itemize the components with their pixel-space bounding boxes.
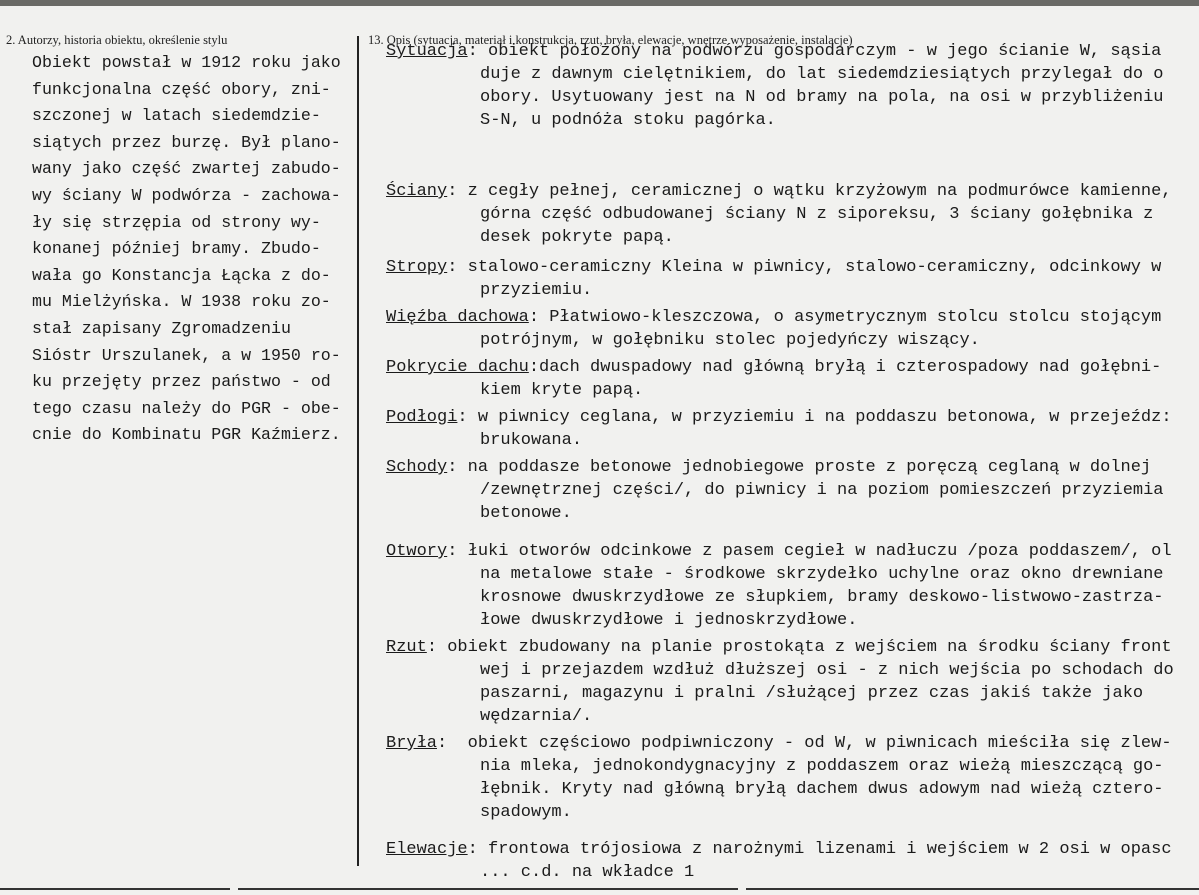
section-label: Pokrycie dachu — [386, 358, 529, 377]
section-otwory — [386, 540, 1172, 632]
section-label: Elewacje — [386, 840, 468, 859]
section-ściany — [386, 180, 1172, 249]
section-first-line — [386, 356, 1161, 379]
section-continuation-line: przyziemiu. — [480, 281, 593, 300]
section-text: : stalowo-ceramiczny Kleina w piwnicy, stalowo-ceramiczny, odcinkowy w — [447, 258, 1162, 277]
section-text: : na poddasze betonowe jednobiegowe proste z poręczą ceglaną w dolnej — [447, 458, 1152, 477]
section-continuation-line: górna część odbudowanej ściany N z siporeksu, 3 ściany gołębnika z — [480, 205, 1154, 224]
section-rzut — [386, 636, 1174, 728]
section-first-line — [386, 180, 1172, 203]
history-line: Sióstr Urszulanek, a w 1950 ro- — [32, 345, 341, 365]
section-continuation-line: paszarni, magazynu i pralni /służącej przez czas jakiś także jako — [480, 684, 1144, 703]
section-label: Otwory — [386, 542, 448, 561]
section-label: Podłogi — [386, 408, 458, 427]
history-line: cnie do Kombinatu PGR Kaźmierz. — [32, 425, 341, 445]
section-text: :dach dwuspadowy nad główną bryłą i czterospadowy nad gołębni- — [528, 358, 1162, 377]
section-podłogi — [386, 406, 1172, 452]
history-line: konanej później bramy. Zbudo- — [32, 239, 321, 259]
history-line: szczonej w latach siedemdzie- — [32, 106, 321, 126]
section-continuation-line: betonowe. — [480, 504, 572, 523]
history-line: funkcjonalna część obory, zni- — [32, 79, 331, 99]
section-continuation-line: na metalowe stałe - środkowe skrzydełko uchylne oraz okno drewniane — [480, 565, 1164, 584]
section-continuation-line: ... c.d. na wkładce 1 — [480, 863, 695, 882]
section-continuation-line: kiem kryte papą. — [480, 381, 644, 400]
section-text: : Płatwiowo-kleszczowa, o asymetrycznym stolcu stolcu stojącym — [528, 308, 1162, 327]
history-line: wała go Konstancja Łącka z do- — [32, 265, 331, 285]
section-continuation-line: łębnik. Kryty nad główną bryłą dachem dwus adowym nad wieżą cztero- — [480, 780, 1164, 799]
section-label: Rzut — [386, 638, 427, 657]
section-first-line — [386, 40, 1164, 63]
section-label: Stropy — [386, 258, 448, 277]
scan-top-edge — [0, 0, 1199, 6]
history-line: mu Mielżyńska. W 1938 roku zo- — [32, 292, 331, 312]
history-line: ły się strzępia od strony wy- — [32, 212, 321, 232]
section-first-line — [386, 636, 1174, 659]
section-stropy — [386, 256, 1161, 302]
section-first-line — [386, 256, 1161, 279]
section-continuation-line: S-N, u podnóża stoku pagórka. — [480, 111, 776, 130]
section-label: Więźba dachowa — [386, 308, 529, 327]
section-continuation-line: potrójnym, w gołębniku stolec pojedyńczy wiszący. — [480, 331, 980, 350]
section-continuation-line: łowe dwuskrzydłowe i jednoskrzydłowe. — [480, 611, 858, 630]
section-continuation-line: wędzarnia/. — [480, 707, 593, 726]
bottom-rule — [0, 888, 230, 890]
history-line: Obiekt powstał w 1912 roku jako — [32, 53, 341, 72]
section-text: : obiekt położony na podwórzu gospodarczym - w jego ścianie W, sąsia — [467, 42, 1162, 61]
bottom-rule — [746, 888, 1199, 890]
section-first-line — [386, 456, 1164, 479]
right-column-header: 13. Opis (sytuacja, materiał i konstrukcja, rzut, bryła, elewacje, wnętrze wyposażenie, instalacje) — [368, 33, 853, 47]
section-więźba-dachowa — [386, 306, 1161, 352]
section-first-line — [386, 306, 1161, 329]
history-text — [32, 50, 341, 449]
section-label: Bryła — [386, 734, 438, 753]
section-first-line — [386, 838, 1172, 861]
section-continuation-line: desek pokryte papą. — [480, 228, 674, 247]
section-continuation-line: duje z dawnym cielętnikiem, do lat siedemdziesiątych przylegał do o — [480, 65, 1164, 84]
section-label: Sytuacja — [386, 42, 468, 61]
section-schody — [386, 456, 1164, 525]
left-column-header: 2. Autorzy, historia obiektu, określenie stylu — [6, 33, 228, 47]
section-first-line — [386, 732, 1172, 755]
section-continuation-line: nia mleka, jednokondygnacyjny z poddaszem oraz wieżą mieszczącą go- — [480, 757, 1164, 776]
history-line: ku przejęty przez państwo - od — [32, 372, 331, 392]
history-line: wy ściany W podwórza - zachowa- — [32, 185, 341, 205]
section-text: : łuki otworów odcinkowe z pasem cegieł w nadłuczu /poza poddaszem/, ol — [447, 542, 1172, 561]
history-line: wany jako część zwartej zabudo- — [32, 159, 341, 179]
section-continuation-line: wej i przejazdem wzdłuż dłuższej osi - z nich wejścia po schodach do — [480, 661, 1174, 680]
section-elewacje — [386, 838, 1172, 884]
section-pokrycie-dachu — [386, 356, 1161, 402]
section-continuation-line: spadowym. — [480, 803, 572, 822]
section-continuation-line: /zewnętrznej części/, do piwnicy i na poziom pomieszczeń przyziemia — [480, 481, 1164, 500]
section-continuation-line: krosnowe dwuskrzydłowe ze słupkiem, bramy deskowo-listwowo-zastrza- — [480, 588, 1164, 607]
section-first-line — [386, 540, 1172, 563]
section-sytuacja — [386, 40, 1164, 132]
section-label: Schody — [386, 458, 448, 477]
section-text: : obiekt zbudowany na planie prostokąta z wejściem na środku ściany front — [426, 638, 1172, 657]
column-divider — [357, 36, 359, 866]
section-text: : w piwnicy ceglana, w przyziemiu i na poddaszu betonowa, w przejeźdz: — [457, 408, 1172, 427]
section-bryła — [386, 732, 1172, 824]
section-text: : obiekt częściowo podpiwniczony - od W, w piwnicach mieściła się zlew- — [437, 734, 1172, 753]
section-continuation-line: obory. Usytuowany jest na N od bramy na pola, na osi w przybliżeniu — [480, 88, 1164, 107]
section-label: Ściany — [386, 182, 448, 201]
section-text: : z cegły pełnej, ceramicznej o wątku krzyżowym na podmurówce kamienne, — [447, 182, 1172, 201]
section-first-line — [386, 406, 1172, 429]
bottom-rule — [238, 888, 738, 890]
section-text: : frontowa trójosiowa z narożnymi lizenami i wejściem w 2 osi w opasc — [467, 840, 1172, 859]
section-continuation-line: brukowana. — [480, 431, 583, 450]
history-line: siątych przez burzę. Był plano- — [32, 132, 341, 152]
history-line: tego czasu należy do PGR - obe- — [32, 398, 341, 418]
history-line: stał zapisany Zgromadzeniu — [32, 318, 291, 338]
